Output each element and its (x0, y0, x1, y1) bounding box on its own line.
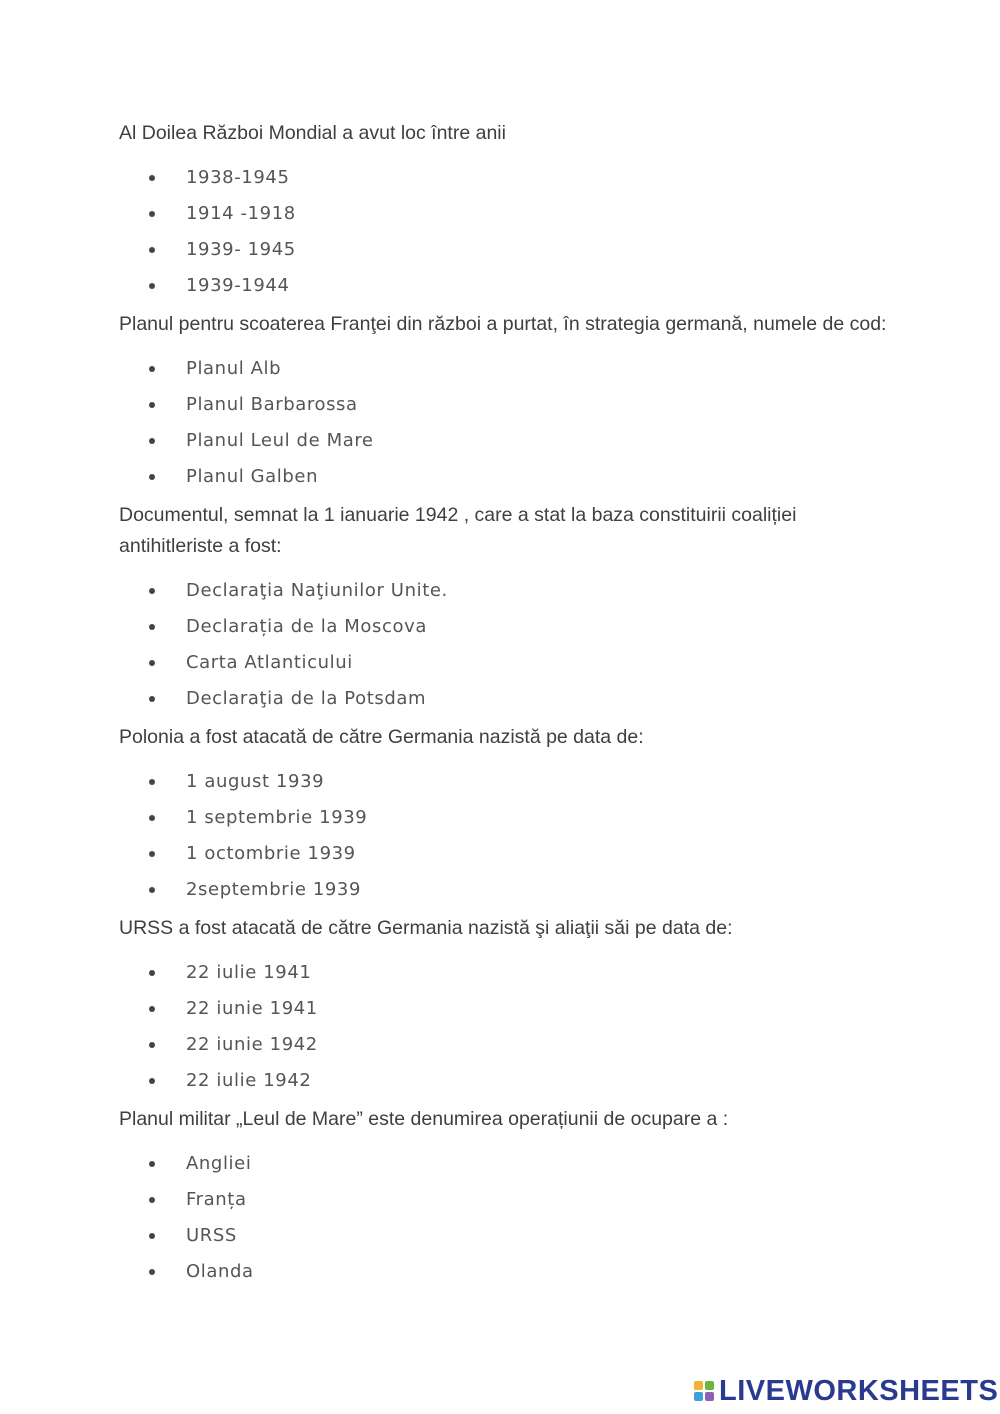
list-item (119, 351, 899, 387)
question-text: Planul pentru scoaterea Franţei din război a purtat, în strategia germană, numele de cod: (119, 313, 887, 335)
bullet-icon (149, 366, 155, 372)
list-item (119, 991, 899, 1027)
bullet-icon (149, 474, 155, 480)
list-item (119, 1182, 899, 1218)
question-block-1 (119, 118, 899, 304)
bullet-icon (149, 438, 155, 444)
bullet-icon (149, 696, 155, 702)
question-block-6 (119, 1104, 899, 1290)
list-item (119, 459, 899, 495)
option-text: 22 iunie 1942 (186, 1034, 318, 1055)
option-text: Planul Barbarossa (186, 394, 358, 415)
option-text: Olanda (186, 1261, 254, 1282)
bullet-icon (149, 887, 155, 893)
bullet-icon (149, 283, 155, 289)
bullet-icon (149, 779, 155, 785)
list-item (119, 1027, 899, 1063)
option-text: 22 iunie 1941 (186, 998, 318, 1019)
bullet-icon (149, 1161, 155, 1167)
list-item (119, 609, 899, 645)
bullet-icon (149, 1197, 155, 1203)
bullet-icon (149, 851, 155, 857)
list-item (119, 1254, 899, 1290)
bullet-icon (149, 1006, 155, 1012)
list-item (119, 800, 899, 836)
option-text: Franța (186, 1189, 247, 1210)
list-item (119, 1063, 899, 1099)
option-text: 2septembrie 1939 (186, 879, 362, 900)
option-text: Planul Leul de Mare (186, 430, 374, 451)
list-item (119, 645, 899, 681)
option-text: Carta Atlanticului (186, 652, 353, 673)
option-text: 1939-1944 (186, 275, 290, 296)
option-text: Angliei (186, 1153, 252, 1174)
question-block-3 (119, 500, 899, 717)
option-text: 1 septembrie 1939 (186, 807, 368, 828)
question-block-5 (119, 913, 899, 1099)
bullet-icon (149, 588, 155, 594)
question-text: Al Doilea Război Mondial a avut loc între anii (119, 122, 506, 144)
options-list (119, 955, 899, 1099)
option-text: Declarația de la Moscova (186, 616, 427, 637)
bullet-icon (149, 660, 155, 666)
bullet-icon (149, 211, 155, 217)
question-text: URSS a fost atacată de către Germania nazistă şi aliaţii săi pe data de: (119, 917, 733, 939)
option-text: 22 iulie 1942 (186, 1070, 312, 1091)
bullet-icon (149, 1078, 155, 1084)
bullet-icon (149, 1269, 155, 1275)
bullet-icon (149, 402, 155, 408)
list-item (119, 573, 899, 609)
list-item (119, 160, 899, 196)
liveworksheets-brand (694, 1376, 998, 1406)
list-item (119, 268, 899, 304)
option-text: 1 octombrie 1939 (186, 843, 356, 864)
liveworksheets-logo-icon (694, 1381, 714, 1401)
list-item (119, 1146, 899, 1182)
list-item (119, 1218, 899, 1254)
bullet-icon (149, 815, 155, 821)
list-item (119, 681, 899, 717)
bullet-icon (149, 624, 155, 630)
logo-square (705, 1381, 714, 1390)
list-item (119, 387, 899, 423)
option-text: Planul Galben (186, 466, 319, 487)
option-text: 1 august 1939 (186, 771, 325, 792)
options-list (119, 764, 899, 908)
options-list (119, 573, 899, 717)
worksheet (119, 118, 899, 1295)
option-text: 1914 -1918 (186, 203, 296, 224)
bullet-icon (149, 175, 155, 181)
question-block-2 (119, 309, 899, 495)
list-item (119, 872, 899, 908)
list-item (119, 423, 899, 459)
list-item (119, 836, 899, 872)
option-text: Planul Alb (186, 358, 282, 379)
question-text: Polonia a fost atacată de către Germania nazistă pe data de: (119, 726, 644, 748)
question-text: Planul militar „Leul de Mare” este denumirea operațiunii de ocupare a : (119, 1108, 729, 1130)
list-item (119, 196, 899, 232)
list-item (119, 955, 899, 991)
option-text: 1939- 1945 (186, 239, 296, 260)
question-text: Documentul, semnat la 1 ianuarie 1942 , care a stat la baza constituirii coaliției antihitleriste a fost: (119, 504, 797, 557)
brand-name: LIVEWORKSHEETS (719, 1375, 999, 1407)
logo-square (705, 1392, 714, 1401)
option-text: 1938-1945 (186, 167, 290, 188)
bullet-icon (149, 1042, 155, 1048)
bullet-icon (149, 1233, 155, 1239)
options-list (119, 160, 899, 304)
options-list (119, 351, 899, 495)
logo-square (694, 1392, 703, 1401)
option-text: Declaraţia Naţiunilor Unite. (186, 580, 448, 601)
options-list (119, 1146, 899, 1290)
option-text: URSS (186, 1225, 237, 1246)
bullet-icon (149, 247, 155, 253)
logo-square (694, 1381, 703, 1390)
list-item (119, 764, 899, 800)
option-text: 22 iulie 1941 (186, 962, 312, 983)
option-text: Declaraţia de la Potsdam (186, 688, 427, 709)
list-item (119, 232, 899, 268)
bullet-icon (149, 970, 155, 976)
question-block-4 (119, 722, 899, 908)
